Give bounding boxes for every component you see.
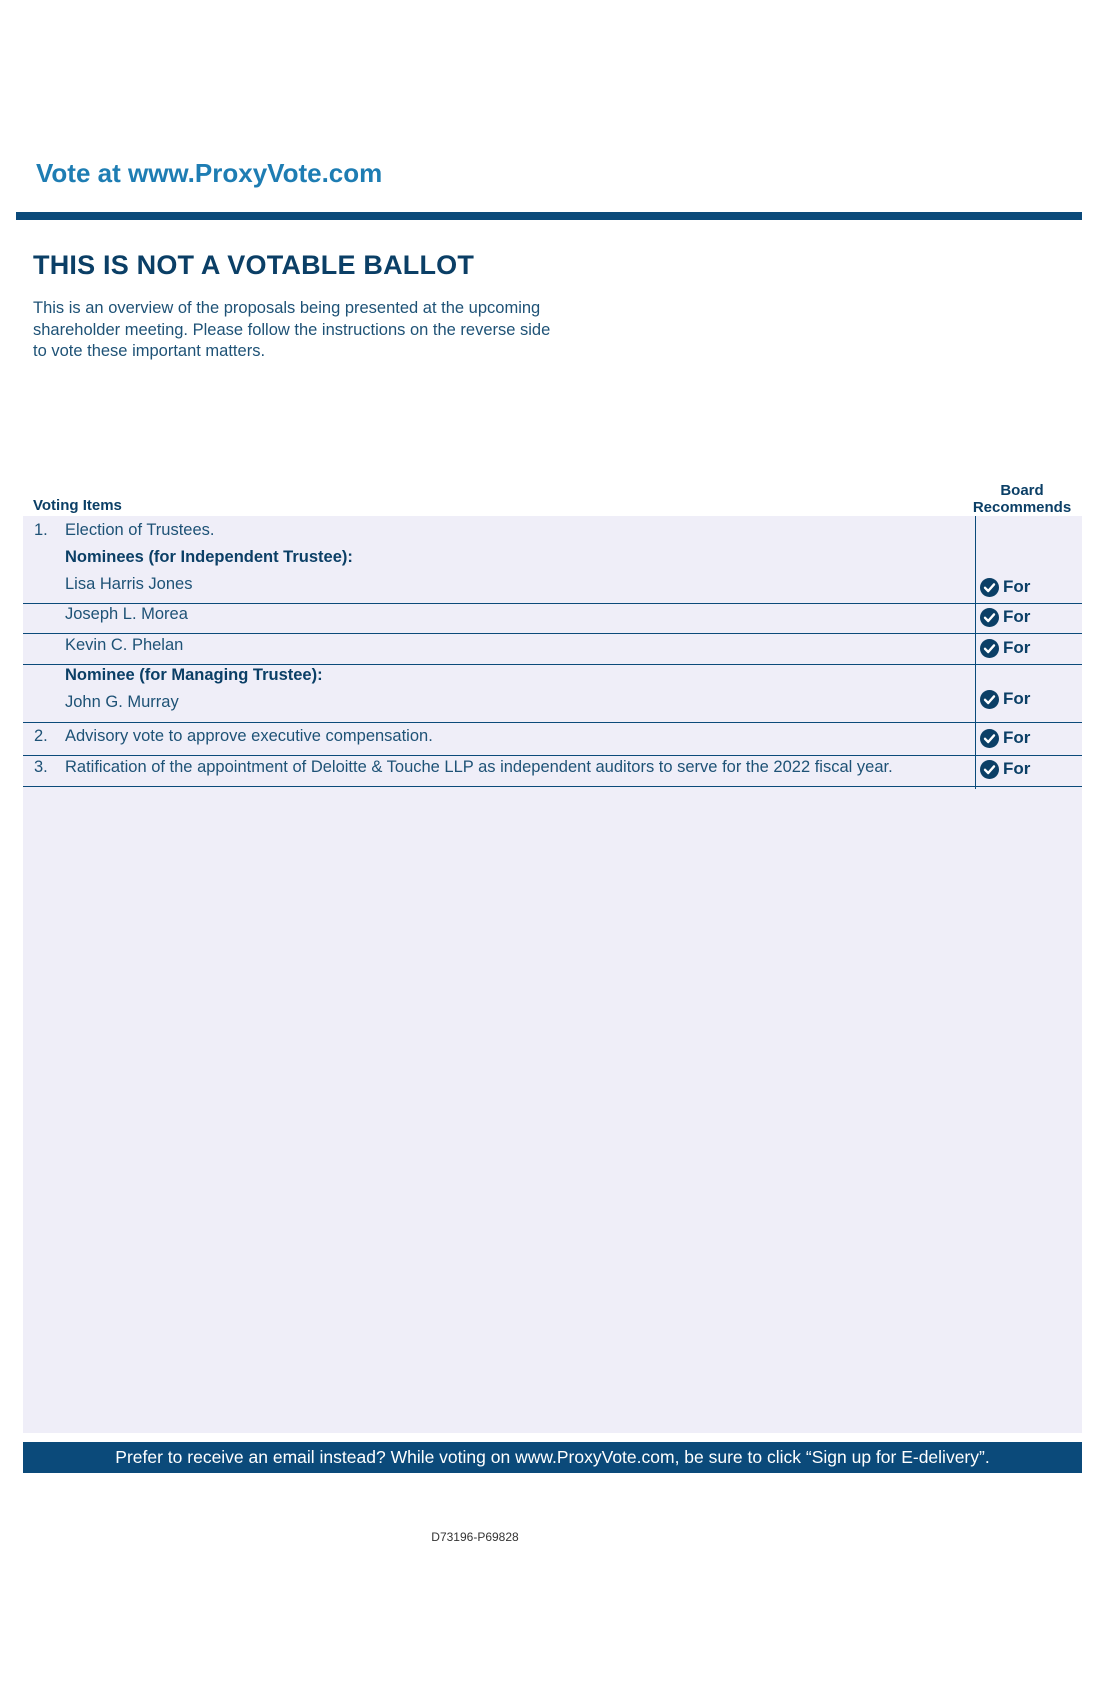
column-divider [975, 516, 976, 789]
recommendation [980, 638, 1030, 658]
check-circle-icon [980, 690, 999, 709]
recommendation [980, 728, 1030, 748]
nominee-name: Lisa Harris Jones [65, 575, 193, 593]
nominee-name: John G. Murray [65, 693, 179, 711]
row-divider [23, 786, 1082, 787]
check-circle-icon [980, 760, 999, 779]
row-divider [23, 755, 1082, 756]
voting-items-header: Voting Items [33, 497, 122, 514]
recommendation [980, 607, 1030, 627]
check-circle-icon [980, 639, 999, 658]
item-text: Advisory vote to approve executive compensation. [65, 727, 433, 745]
nominee-group-heading: Nominee (for Managing Trustee): [65, 666, 323, 684]
board-recommends-header: Board Recommends [972, 482, 1072, 516]
recommendation-label: For [1003, 759, 1031, 778]
item-text: Ratification of the appointment of Deloitte & Touche LLP as independent auditors to serve for the 2022 fiscal year. [65, 758, 893, 776]
nominee-name: Joseph L. Morea [65, 605, 188, 623]
check-circle-icon [980, 608, 999, 627]
page-title: THIS IS NOT A VOTABLE BALLOT [33, 250, 475, 280]
row-divider [23, 633, 1082, 634]
proxyvote-link[interactable]: Vote at www.ProxyVote.com [36, 158, 383, 188]
row-divider [23, 664, 1082, 665]
nominee-name: Kevin C. Phelan [65, 636, 184, 654]
recommendation [980, 577, 1030, 597]
e-delivery-banner: Prefer to receive an email instead? While voting on www.ProxyVote.com, be sure to click “Sign up for E-delivery”. [23, 1442, 1082, 1473]
recommendation-label: For [1003, 728, 1031, 747]
document-code: D73196-P69828 [431, 1530, 519, 1544]
check-circle-icon [980, 578, 999, 597]
item-number: 3. [34, 758, 48, 776]
recommendation-label: For [1003, 689, 1031, 708]
check-circle-icon [980, 729, 999, 748]
header-rule [16, 212, 1082, 220]
recommendation-label: For [1003, 607, 1031, 626]
recommendation [980, 759, 1030, 779]
recommendation [980, 689, 1030, 709]
recommendation-label: For [1003, 638, 1031, 657]
recommendation-label: For [1003, 577, 1031, 596]
nominee-group-heading: Nominees (for Independent Trustee): [65, 548, 353, 566]
row-divider [23, 603, 1082, 604]
item-text: Election of Trustees. [65, 521, 215, 539]
intro-paragraph: This is an overview of the proposals being presented at the upcoming shareholder meeting. Please follow the instructions on the reverse side to vote these important matters. [33, 299, 551, 360]
row-divider [23, 722, 1082, 723]
item-number: 1. [34, 521, 48, 539]
item-number: 2. [34, 727, 48, 745]
